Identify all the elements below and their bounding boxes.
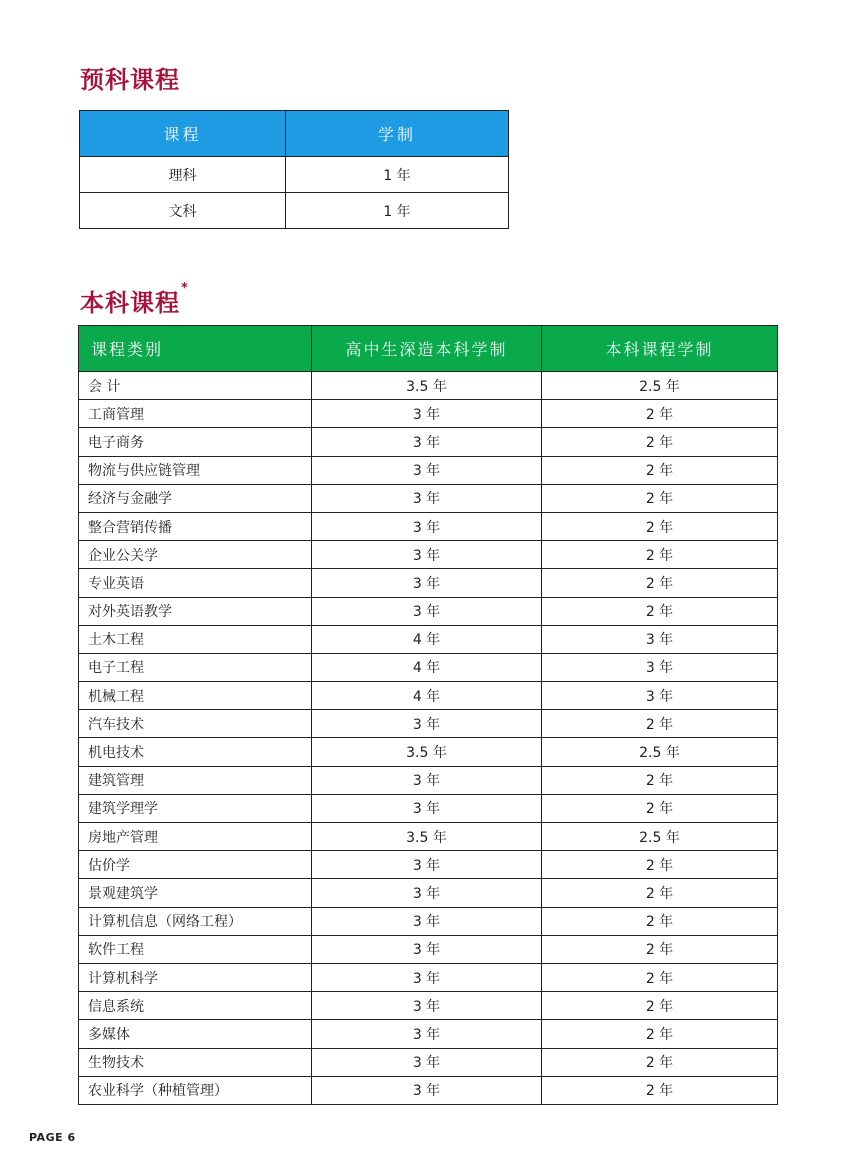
table-cell: 3 年: [312, 879, 542, 907]
table-cell: 3 年: [312, 1048, 542, 1076]
table-cell: 2 年: [542, 907, 778, 935]
table-row: [79, 879, 778, 907]
table-cell: 3.5 年: [312, 823, 542, 851]
table-cell: 3 年: [542, 653, 778, 681]
table-cell: 3 年: [312, 597, 542, 625]
table-cell: 企业公关学: [79, 541, 312, 569]
table-cell: 2.5 年: [542, 823, 778, 851]
table-cell: 多媒体: [79, 1020, 312, 1048]
table-cell: 建筑学理学: [79, 794, 312, 822]
table-row: [79, 372, 778, 400]
table-cell: 2 年: [542, 1020, 778, 1048]
table-cell: 房地产管理: [79, 823, 312, 851]
table-cell: 2 年: [542, 597, 778, 625]
table-cell: 3 年: [312, 963, 542, 991]
table-cell: 3 年: [312, 935, 542, 963]
table-cell: 2 年: [542, 1048, 778, 1076]
table-row: [79, 541, 778, 569]
table-cell: 生物技术: [79, 1048, 312, 1076]
table-cell: 2 年: [542, 569, 778, 597]
table-cell: 整合营销传播: [79, 512, 312, 540]
table-cell: 3.5 年: [312, 738, 542, 766]
table-row: [80, 193, 509, 229]
table-cell: 文科: [80, 193, 286, 229]
undergrad-course-table: [78, 325, 778, 1105]
table-row: [79, 851, 778, 879]
footnote-mark: *: [181, 281, 189, 296]
table-cell: 对外英语教学: [79, 597, 312, 625]
table-cell: 2 年: [542, 512, 778, 540]
table-cell: 3 年: [312, 992, 542, 1020]
table-header-row: [79, 326, 778, 372]
table-cell: 3 年: [542, 625, 778, 653]
table-cell: 3 年: [312, 400, 542, 428]
header-course: 课程: [80, 111, 286, 157]
table-row: [79, 907, 778, 935]
table-cell: 计算机科学: [79, 963, 312, 991]
table-row: [79, 823, 778, 851]
table-row: [79, 653, 778, 681]
table-cell: 信息系统: [79, 992, 312, 1020]
table-cell: 2 年: [542, 484, 778, 512]
table-row: [79, 992, 778, 1020]
table-cell: 2 年: [542, 992, 778, 1020]
table-cell: 景观建筑学: [79, 879, 312, 907]
table-cell: 2 年: [542, 541, 778, 569]
table-cell: 建筑管理: [79, 766, 312, 794]
table-cell: 2 年: [542, 766, 778, 794]
table-row: [79, 738, 778, 766]
table-cell: 理科: [80, 157, 286, 193]
table-cell: 3 年: [312, 794, 542, 822]
table-row: [79, 766, 778, 794]
table-cell: 3 年: [312, 710, 542, 738]
table-cell: 机械工程: [79, 682, 312, 710]
table-cell: 3 年: [312, 907, 542, 935]
table-row: [79, 484, 778, 512]
table-cell: 3 年: [312, 569, 542, 597]
table-cell: 3 年: [312, 1020, 542, 1048]
table-cell: 土木工程: [79, 625, 312, 653]
table-cell: 4 年: [312, 625, 542, 653]
table-cell: 软件工程: [79, 935, 312, 963]
page-number: PAGE 6: [29, 1131, 76, 1144]
table-cell: 估价学: [79, 851, 312, 879]
table-cell: 3 年: [312, 851, 542, 879]
table-cell: 2 年: [542, 456, 778, 484]
table-cell: 专业英语: [79, 569, 312, 597]
table-row: [79, 1020, 778, 1048]
header-hs-duration: 高中生深造本科学制: [312, 326, 542, 372]
table-row: [79, 682, 778, 710]
table-row: [79, 794, 778, 822]
table-cell: 3 年: [312, 766, 542, 794]
table-cell: 3 年: [312, 541, 542, 569]
undergrad-title-text: 本科课程: [80, 289, 180, 317]
table-header-row: [80, 111, 509, 157]
table-cell: 4 年: [312, 682, 542, 710]
table-row: [79, 963, 778, 991]
table-cell: 2 年: [542, 710, 778, 738]
table-cell: 农业科学（种植管理）: [79, 1076, 312, 1104]
table-cell: 电子商务: [79, 428, 312, 456]
table-cell: 机电技术: [79, 738, 312, 766]
table-row: [79, 1076, 778, 1104]
undergrad-title: [80, 283, 189, 318]
table-cell: 工商管理: [79, 400, 312, 428]
table-cell: 3 年: [312, 1076, 542, 1104]
table-cell: 3 年: [542, 682, 778, 710]
table-cell: 物流与供应链管理: [79, 456, 312, 484]
table-row: [79, 569, 778, 597]
table-row: [79, 935, 778, 963]
table-cell: 2 年: [542, 879, 778, 907]
table-cell: 3 年: [312, 428, 542, 456]
table-cell: 2 年: [542, 428, 778, 456]
table-cell: 计算机信息（网络工程）: [79, 907, 312, 935]
table-cell: 3.5 年: [312, 372, 542, 400]
table-cell: 1 年: [286, 157, 509, 193]
table-cell: 2.5 年: [542, 372, 778, 400]
table-row: [79, 512, 778, 540]
table-row: [80, 157, 509, 193]
table-cell: 2 年: [542, 794, 778, 822]
table-cell: 2 年: [542, 851, 778, 879]
table-cell: 2 年: [542, 1076, 778, 1104]
table-cell: 经济与金融学: [79, 484, 312, 512]
table-cell: 4 年: [312, 653, 542, 681]
table-cell: 2.5 年: [542, 738, 778, 766]
table-cell: 2 年: [542, 963, 778, 991]
table-cell: 3 年: [312, 456, 542, 484]
table-row: [79, 625, 778, 653]
table-cell: 电子工程: [79, 653, 312, 681]
table-row: [79, 400, 778, 428]
prep-course-table: [79, 110, 509, 229]
table-row: [79, 710, 778, 738]
table-cell: 3 年: [312, 484, 542, 512]
table-row: [79, 1048, 778, 1076]
table-cell: 汽车技术: [79, 710, 312, 738]
prep-title: 预科课程: [80, 66, 180, 94]
table-cell: 1 年: [286, 193, 509, 229]
table-cell: 3 年: [312, 512, 542, 540]
header-duration: 学制: [286, 111, 509, 157]
table-cell: 2 年: [542, 400, 778, 428]
table-row: [79, 456, 778, 484]
table-cell: 2 年: [542, 935, 778, 963]
table-row: [79, 428, 778, 456]
header-category: 课程类别: [79, 326, 312, 372]
table-row: [79, 597, 778, 625]
table-cell: 会 计: [79, 372, 312, 400]
header-ug-duration: 本科课程学制: [542, 326, 778, 372]
